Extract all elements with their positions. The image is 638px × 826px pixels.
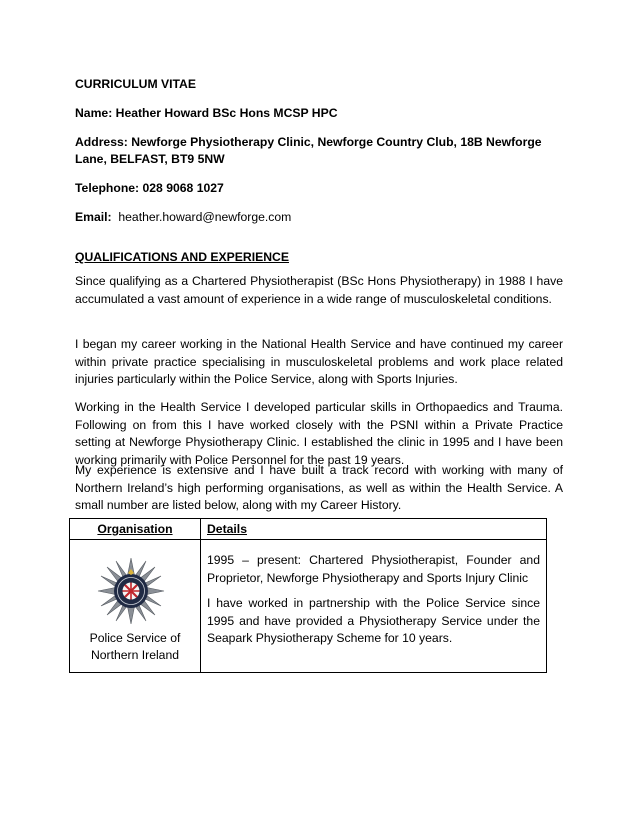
details-paragraph: I have worked in partnership with the Police Service since 1995 and have provided a Physiotherapy Service under the Seapark Physiotherapy Scheme for 10 years. (207, 596, 540, 646)
organisation-cell (70, 540, 201, 673)
telephone-line: Telephone: 028 9068 1027 (75, 181, 224, 195)
email-label: Email: (75, 210, 112, 224)
email-line (75, 209, 291, 226)
name-line: Name: Heather Howard BSc Hons MCSP HPC (75, 106, 338, 120)
address-line-1: Address: Newforge Physiotherapy Clinic, Newforge Country Club, 18B Newforge (75, 135, 542, 149)
email-value: heather.howard@newforge.com (118, 210, 292, 224)
document-title: CURRICULUM VITAE (75, 77, 196, 91)
paragraph-2: I began my career working in the National Health Service and have continued my career within private practice specialising in musculoskeletal problems and work place related injuries particularly within the Police Service, along with Sports Injuries. (75, 337, 563, 387)
paragraph-3: Working in the Health Service I developed particular skills in Orthopaedics and Trauma. Following on from this I have worked closely with the PSNI within a Private Practice setting at Newforge Physiotherapy Clinic. I established the clinic in 1995 and I have been working primarily with Police Personnel for the past 19 years. (75, 400, 563, 467)
psni-crest-icon (96, 556, 166, 626)
career-table (69, 518, 547, 673)
details-paragraph: 1995 – present: Chartered Physiotherapist, Founder and Proprietor, Newforge Physiotherapy and Sports Injury Clinic (207, 553, 540, 585)
table-header-row (70, 519, 547, 540)
header-details: Details (201, 519, 547, 540)
section-heading: QUALIFICATIONS AND EXPERIENCE (75, 250, 289, 264)
table-row (70, 540, 547, 673)
organisation-name: Police Service of Northern Ireland (89, 631, 181, 662)
paragraph-4: My experience is extensive and I have built a track record with working with many of Northern Ireland’s high performing organisations, as well as within the Health Service. A small number are listed below, along with my Career History. (75, 463, 563, 513)
paragraph-1: Since qualifying as a Chartered Physiotherapist (BSc Hons Physiotherapy) in 1988 I have accumulated a vast amount of experience in a wide range of musculoskeletal conditions. (75, 274, 563, 306)
address-line-2: Lane, BELFAST, BT9 5NW (75, 152, 225, 166)
details-cell (201, 540, 547, 673)
header-organisation: Organisation (70, 519, 201, 540)
